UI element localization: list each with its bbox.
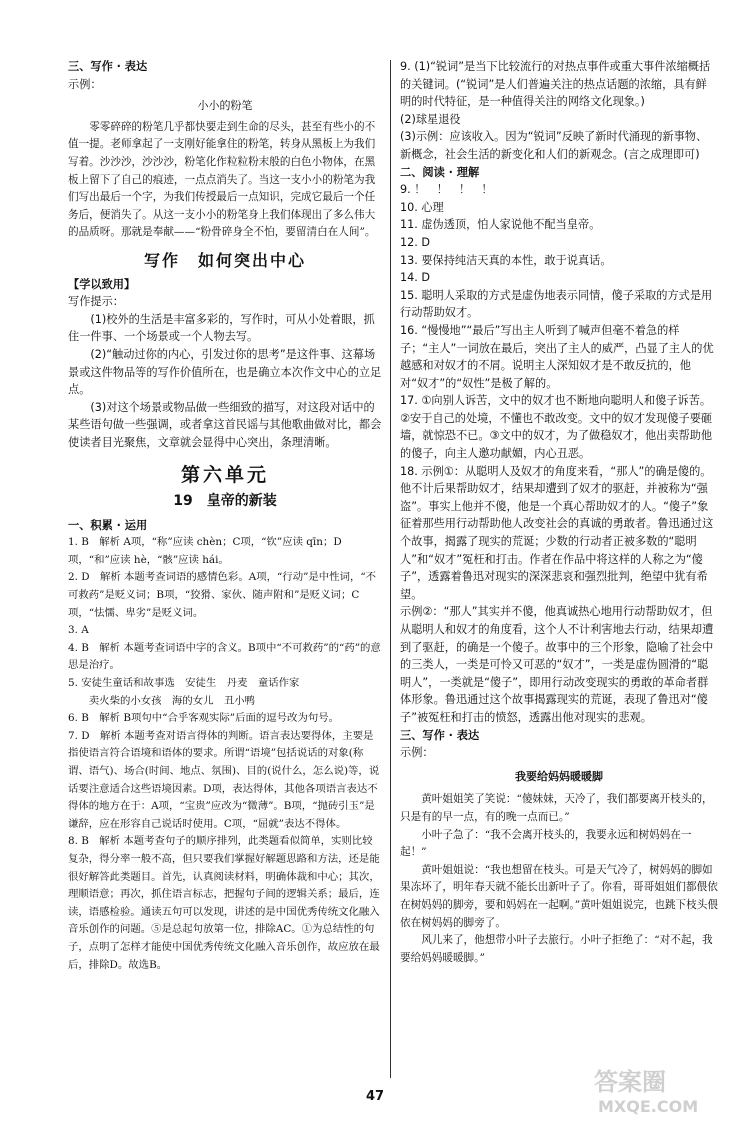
- reading-answer-11: 11. 虚伪透顶，怕人家说他不配当皇帝。: [400, 218, 601, 232]
- reading-answer-9: 9. ！ ！ ！ ！: [400, 183, 493, 197]
- watermark-text-bottom: MXQE.COM: [598, 1097, 699, 1116]
- writing-hint-3: (3)对这个场景或物品做一些细致的描写，对这段对话中的某些语句做一些强调，或者拿这首民谣与其他歌曲做对比，都会使读者目光聚焦，文章就会显得中心突出，条理清晰。: [68, 400, 382, 449]
- answer-1: 1. B 解析 A项，“称”应读 chèn；C项，“钦”应读 qīn；D项，“和”应读 hè，“骸”应读 hái。: [68, 536, 342, 566]
- essay-title: 小小的粉笔: [197, 99, 253, 113]
- writing-hint-label: 写作提示：: [68, 295, 124, 309]
- watermark-text-top: 答案圈: [594, 1068, 666, 1096]
- reading-answer-17: 17. ①向别人诉苦，文中的奴才也不断地向聪明人和傻子诉苦。②安于自己的处境，不懂也不敢改变。文中的奴才发现傻子要砸墙，就惊恐不已。③文中的奴才，为了做稳奴才，他出卖帮助他的傻子，向主人邀功献媚，内心丑恶。: [400, 394, 713, 461]
- answer-5a: 5. 安徒生童话和故事选 安徒生 丹麦 童话作家: [68, 677, 300, 689]
- section-accumulation-heading: 一、积累 · 运用: [68, 518, 148, 532]
- left-column: [68, 58, 382, 974]
- answer-9-part-2: (2)球星退役: [400, 112, 461, 126]
- answer-3: 3. A: [68, 624, 89, 637]
- column-divider: [390, 60, 391, 1078]
- writing-hint-1: (1)校外的生活是丰富多彩的，写作时，可从小处着眼，抓住一件事、一个场景或一个人物去写。: [68, 312, 375, 344]
- answer-2: 2. D 解析 本题考查词语的感情色彩。A项，“行动”是中性词，“不可救药”是贬义词；B项，“狡猾、家伙、随声附和”是贬义词；C项，“怯懦、卑劣”是贬义词。: [68, 571, 377, 619]
- writing-hint-2: (2)“触动过你的内心，引发过你的思考”是这件事、这幕场景或这件物品等的写作价值所在，也是确立本次作文中心的立足点。: [68, 347, 382, 397]
- answer-5b: 卖火柴的小女孩 海的女儿 丑小鸭: [88, 694, 256, 707]
- reading-answer-15: 15. 聪明人采取的方式是虚伪地表示同情，傻子采取的方式是用行动帮助奴才。: [400, 288, 713, 320]
- essay-body: 零零碎碎的粉笔几乎都快要走到生命的尽头，甚至有些小的不值一提。老师拿起了一支刚好能拿住的粉笔，转身从黑板上为我们写着。沙沙沙，沙沙沙，粉笔化作粒粒粉末般的白色小物体，在黑板上留下了自己的痕迹，一点点消失了。当这一支小小的粉笔为我们写出最后一个字，为我们传授最后一点知识，完成它最后一个任务后，便消失了。从这一支小小的粉笔身上我们体现出了多么伟大的品质呀。那就是奉献——“粉骨碎身全不怕，要留清白在人间”。: [68, 120, 376, 239]
- example-label: 示例：: [68, 77, 102, 91]
- lesson-title: 19 皇帝的新装: [173, 493, 277, 510]
- reading-answer-13: 13. 要保持纯洁天真的本性，敢于说真话。: [400, 253, 612, 267]
- reading-answer-12: 12. D: [400, 235, 430, 249]
- writing-lesson-title: 写作 如何突出中心: [143, 250, 306, 270]
- answer-9-part-3: (3)示例：应该收入。因为“锐词”反映了新时代涌现的新事物、新概念，社会生活的新变化和人们的新观念。(言之成理即可): [400, 130, 708, 161]
- right-column: [400, 58, 718, 967]
- section-writing-heading: 三、写作 · 表达: [68, 60, 148, 73]
- reading-answer-18-example-2: 示例②：“那人”其实并不傻，他真诚热心地用行动帮助奴才，但从聪明人和奴才的角度看，这个人不计利害地去行动，结果却遭到了驱赶，的确是一个傻子。故事中的三个形象，隐喻了社会中的三类人，一类是可怜又可恶的“奴才”，一类是虚伪圆滑的“聪明人”，一类就是“傻子”，即用行动改变现实的勇敢的革命者群体形象。鲁迅通过这个故事揭露现实的荒诞，表现了鲁迅对“傻子”被冤枉和打击的愤怒，透露出他对现实的悲观。: [400, 605, 714, 724]
- learn-and-apply-label: 【学以致用】: [68, 277, 136, 291]
- essay-2-paragraph-3: 黄叶姐姐说：“我也想留在枝头。可是天气冷了，树妈妈的脚如果冻坏了，明年春天就不能长出新叶子了。你看，哥哥姐姐们都偎依在树妈妈的脚旁，要和妈妈在一起啊。”黄叶姐姐说完，也跳下枝头偎依在树妈妈的脚旁了。: [400, 863, 718, 929]
- example-label-2: 示例：: [400, 746, 434, 760]
- essay-2-title: 我要给妈妈暖暖脚: [515, 769, 603, 783]
- answer-6: 6. B 解析 B项句中“合乎客观实际”后面的逗号改为句号。: [68, 712, 340, 725]
- essay-2-paragraph-2: 小叶子急了：“我不会离开枝头的，我要永远和树妈妈在一起！”: [400, 828, 692, 859]
- watermark-logo: [588, 1060, 738, 1116]
- reading-answer-14: 14. D: [400, 271, 430, 285]
- essay-2-paragraph-1: 黄叶姐姐笑了笑说：“傻妹妹，天冷了，我们都要离开枝头的，只是有的早一点，有的晚一点而已。”: [400, 793, 713, 823]
- reading-answer-10: 10. 心理: [400, 200, 444, 214]
- answer-7: 7. D 解析 本题考查对语言得体的判断。语言表达要得体，主要是指使语言符合语境和语体的要求。所谓“语境”包括说话的对象(称谓、语气)、场合(时间、地点、氛围)、目的(说什么，怎么说)等，说话要注意适合这些语境因素。D项，表达得体，其他各项语言表达不得体的地方在于：A项，“宝贵”应改为“微薄”。B项，“抛砖引玉”是谦辞，应在形容自己说话时使用。C项，“屈就”表达不得体。: [68, 729, 380, 830]
- answer-4: 4. B 解析 本题考查词语中字的含义。B项中“不可救药”的“药”的意思是治疗。: [68, 641, 381, 672]
- section-writing-heading-2: 三、写作 · 表达: [400, 728, 480, 742]
- answer-8: 8. B 解析 本题考查句子的顺序排列，此类题看似简单，实则比较复杂，得分率一般不高，但只要我们掌握好解题思路和方法，还是能很好解答此类题目。首先，认真阅读材料，明确体裁和中心；其次，理顺语意；再次，抓住语言标志，把握句子间的逻辑关系；最后，连读，语感检验。通读五句可以发现，讲述的是中国优秀传统文化融入音乐创作的问题。⑤是总起句放第一位，排除AC。①为总结性的句子，点明了怎样才能使中国优秀传统文化融入音乐创作，故应放在最后，排除D。故选B。: [68, 835, 380, 971]
- reading-answer-16: 16. “慢慢地”“最后”写出主人听到了喊声但毫不着急的样子；“主人”一词放在最后，突出了主人的威严，凸显了主人的优越感和对奴才的不屑。说明主人深知奴才是不敢反抗的，他对“奴才”的“奴性”是极了解的。: [400, 323, 714, 390]
- section-reading-heading: 二、阅读 · 理解: [400, 165, 480, 179]
- page-number: 47: [365, 1089, 385, 1104]
- unit-title: 第六单元: [180, 464, 269, 487]
- reading-answer-18-example-1: 18. 示例①：从聪明人及奴才的角度来看，“那人”的确是傻的。他不计后果帮助奴才，结果却遭到了奴才的驱赶，并被称为“强盗”。事实上他并不傻，他是一个真心帮助奴才的人。“傻子”象征着那些用行动帮助他人改变社会的真诚的勇敢者。鲁迅通过这个故事，揭露了现实的荒诞；少数的行动者正被多数的“聪明人”和“奴才”冤枉和打击。作者在作品中将这样的人称之为“傻子”，透露着鲁迅对现实的深深悲哀和强烈批判，绝望中犹有希望。: [400, 464, 714, 601]
- answer-9-part-1: 9. (1)“锐词”是当下比较流行的对热点事件或重大事件浓缩概括的关键词。(“锐词”是人们普遍关注的热点话题的浓缩，具有鲜明的时代特征，是一种值得关注的网络文化现象。): [400, 60, 711, 109]
- essay-2-paragraph-4: 风儿来了，他想带小叶子去旅行。小叶子拒绝了：“对不起，我要给妈妈暖暖脚。”: [400, 934, 713, 964]
